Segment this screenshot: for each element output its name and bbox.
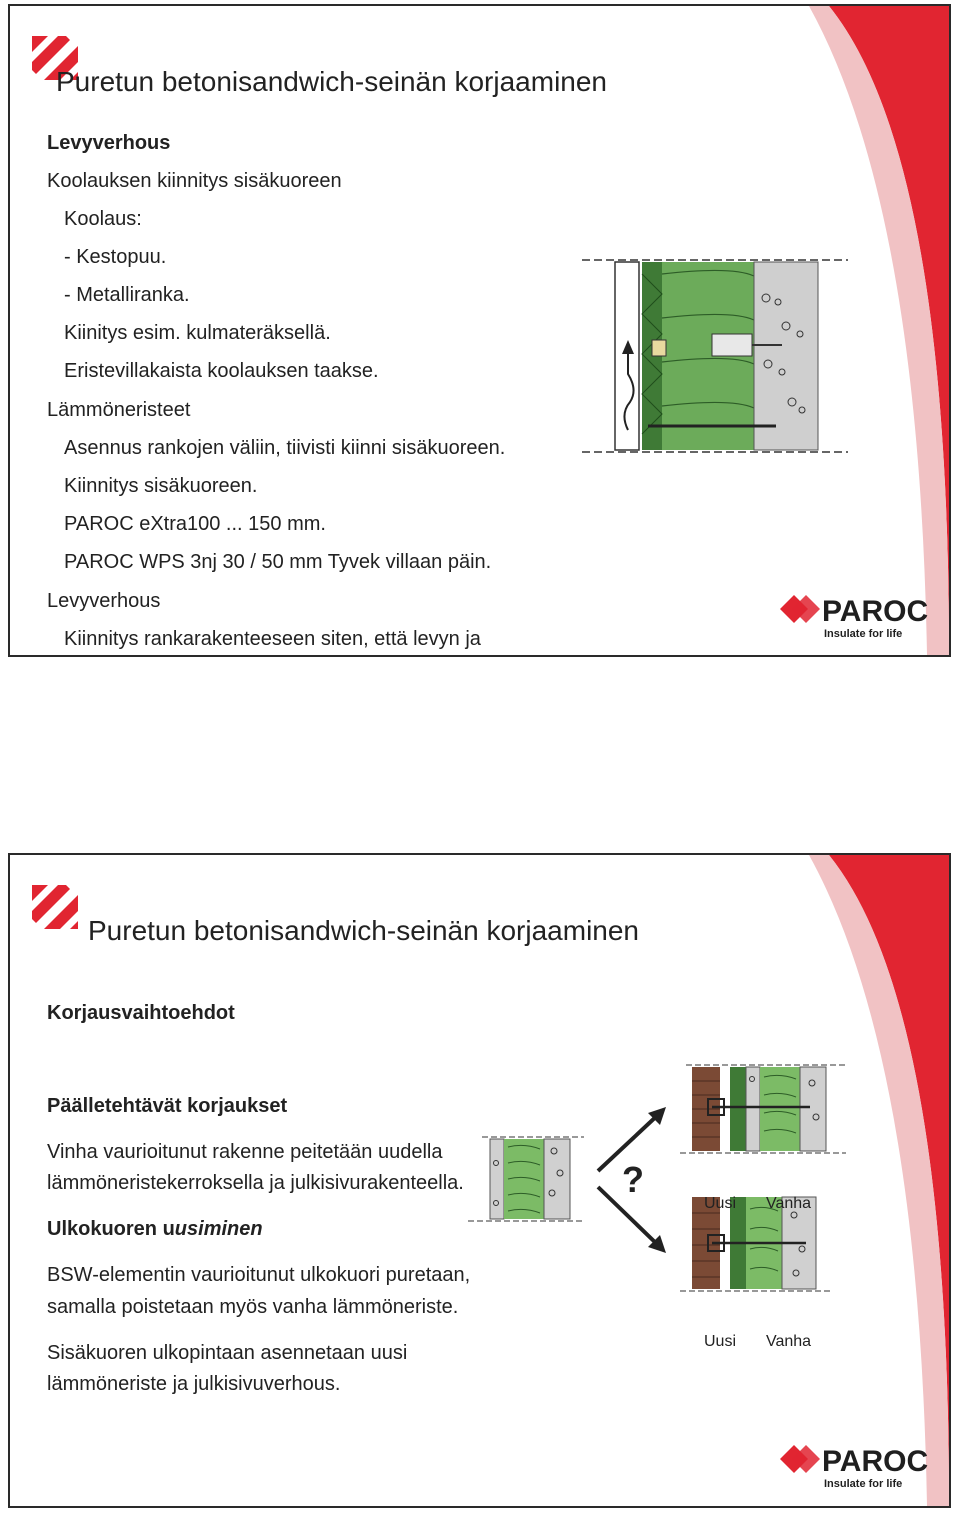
text-line: Asennus rankojen väliin, tiivisti kiinni sisäkuoreen. (64, 437, 506, 459)
svg-text:Insulate for life: Insulate for life (824, 628, 903, 640)
slide-title: Puretun betonisandwich-seinän korjaaminen (56, 66, 608, 97)
section-heading: Korjausvaihtoehdot (47, 1002, 235, 1024)
slide-1 (8, 4, 951, 657)
text-line: lämmöneriste ja julkisivuverhous. (47, 1373, 341, 1395)
red-band-decoration (809, 855, 949, 1506)
text-line: - Kestopuu. (64, 246, 167, 268)
slide-title: Puretun betonisandwich-seinän korjaaminen (88, 915, 640, 946)
text-line: PAROC eXtra100 ... 150 mm. (64, 513, 326, 535)
text-line: - Metalliranka. (64, 284, 190, 306)
text-line: Koolauksen kiinnitys sisäkuoreen (47, 170, 342, 192)
label-new: Uusi (704, 1333, 737, 1350)
svg-text:PAROC: PAROC (822, 595, 929, 628)
paroc-logo (780, 1441, 930, 1495)
paroc-logo (780, 591, 930, 645)
text-line: Kiinitys esim. kulmateräksellä. (64, 322, 331, 344)
text-line: Lämmöneristeet (47, 399, 191, 421)
text-line: Levyverhous (47, 132, 171, 154)
stripes-logo-icon (32, 885, 78, 929)
text-line: Koolaus: (64, 208, 142, 230)
text-line: PAROC WPS 3nj 30 / 50 mm Tyvek villaan päin. (64, 551, 492, 573)
text-line: lämmöneristekerroksella ja julkisivurakenteella. (47, 1172, 464, 1194)
sub-heading-part: Ulkokuoren u (47, 1218, 175, 1240)
sub-heading-part: usiminen (174, 1218, 263, 1240)
text-line: BSW-elementin vaurioitunut ulkokuori puretaan, (47, 1264, 471, 1286)
text-line: Levyverhous (47, 590, 161, 612)
label-old: Vanha (766, 1333, 812, 1350)
svg-text:Insulate for life: Insulate for life (824, 1478, 903, 1490)
sub-heading: Päälletehtävät korjaukset (47, 1095, 288, 1117)
sub-heading (47, 1218, 263, 1241)
option-overlay-diagram (680, 1061, 846, 1165)
text-line: Kiinnitys rankarakenteeseen siten, että levyn ja (64, 628, 481, 650)
text-line: Eristevillakaista koolauksen taakse. (64, 360, 379, 382)
text-line: Vinha vaurioitunut rakenne peitetään uudella (47, 1141, 443, 1163)
label-new-overlay: Uusi (704, 1195, 737, 1212)
overlay-repair-diagram (468, 1133, 584, 1225)
slide-2 (8, 853, 951, 1508)
wall-section-diagram (582, 254, 848, 460)
text-line: samalla poistetaan myös vanha lämmöneriste. (47, 1296, 459, 1318)
label-old-overlay: Vanha (766, 1195, 812, 1212)
question-mark: ? (622, 1159, 644, 1200)
svg-text:PAROC: PAROC (822, 1445, 929, 1478)
text-line: Sisäkuoren ulkopintaan asennetaan uusi (47, 1342, 408, 1364)
text-line: Kiinnitys sisäkuoreen. (64, 475, 258, 497)
